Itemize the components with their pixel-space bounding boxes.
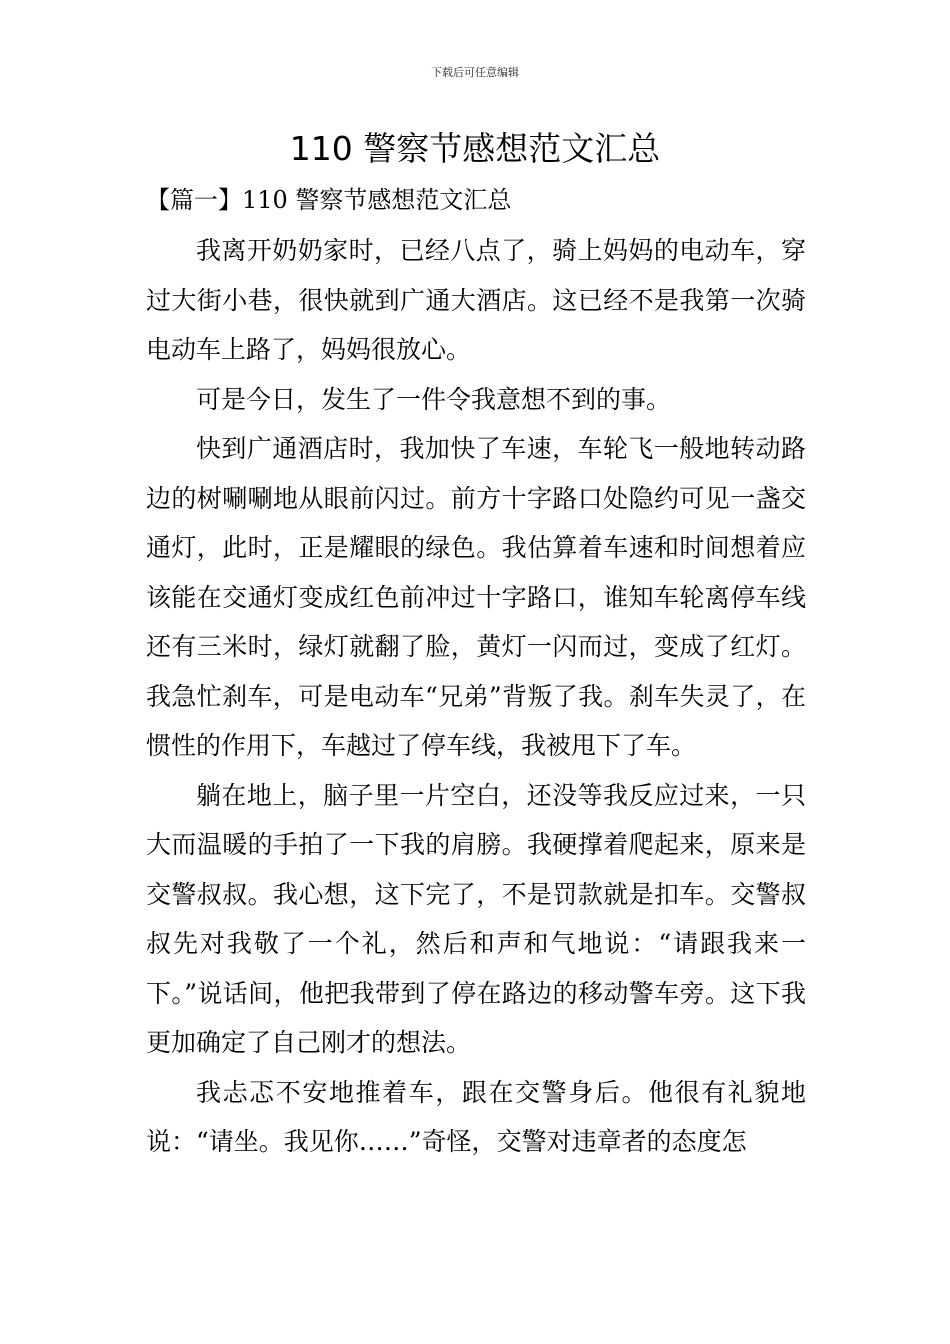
paragraph: 快到广通酒店时，我加快了车速，车轮飞一般地转动路边的树唰唰地从眼前闪过。前方十字路口处隐约可见一盏交通灯，此时，正是耀眼的绿色。我估算着车速和时间想着应该能在交通灯变成红色前冲过十字路口，谁知车轮离停车线还有三米时，绿灯就翻了脸，黄灯一闪而过，变成了红灯。我急忙刹车，可是电动车“兄弟”背叛了我。刹车失灵了，在惯性的作用下，车越过了停车线，我被甩下了车。 xyxy=(146,434,806,760)
paragraph: 躺在地上，脑子里一片空白，还没等我反应过来，一只大而温暖的手拍了一下我的肩膀。我硬撑着爬起来，原来是交警叔叔。我心想，这下完了，不是罚款就是扣车。交警叔叔先对我敬了一个礼，然后和声和气地说：“请跟我来一下。”说话间，他把我带到了停在路边的移动警车旁。这下我更加确定了自己刚才的想法。 xyxy=(146,780,806,1057)
header-note: 下载后可任意编辑 xyxy=(431,66,519,79)
paragraph: 我忐忑不安地推着车，跟在交警身后。他很有礼貌地说：“请坐。我见你……”奇怪，交警对违章者的态度怎 xyxy=(146,1077,806,1156)
section-heading: 【篇一】110 警察节感想范文汇总 xyxy=(146,186,512,214)
document-title: 110 警察节感想范文汇总 xyxy=(289,129,661,168)
paragraph: 我离开奶奶家时，已经八点了，骑上妈妈的电动车，穿过大街小巷，很快就到广通大酒店。这已经不是我第一次骑电动车上路了，妈妈很放心。 xyxy=(146,236,806,364)
paragraph: 可是今日，发生了一件令我意想不到的事。 xyxy=(196,384,672,414)
body-text xyxy=(146,226,806,1167)
